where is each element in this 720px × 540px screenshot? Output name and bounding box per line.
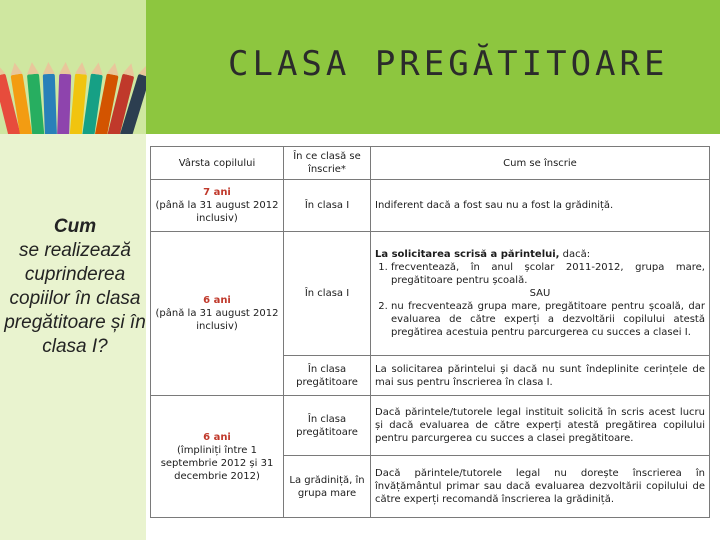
header-how: Cum se înscrie bbox=[371, 147, 710, 180]
side-question-bold: Cum bbox=[53, 216, 97, 237]
age-cell bbox=[151, 232, 284, 396]
class-cell: În clasa pregătitoare bbox=[284, 356, 371, 396]
table-row bbox=[151, 396, 710, 456]
enrollment-table bbox=[150, 146, 710, 518]
how-cell bbox=[371, 232, 710, 356]
colored-pencils-image bbox=[0, 0, 146, 134]
class-cell: În clasa I bbox=[284, 232, 371, 356]
class-cell: La grădiniță, în grupa mare bbox=[284, 456, 371, 518]
table-row bbox=[151, 180, 710, 232]
age-cell bbox=[151, 180, 284, 232]
conditions-list bbox=[375, 261, 705, 287]
how-lead: La solicitarea scrisă a părintelui, bbox=[375, 249, 560, 260]
age-number: 6 ani bbox=[203, 295, 231, 306]
header-class: În ce clasă se înscrie* bbox=[284, 147, 371, 180]
or-separator: SAU bbox=[529, 288, 551, 299]
how-cell: Dacă părintele/tutorele legal nu dorește înscrierea în învățământul primar sau dacă evaluarea dezvoltării copilului de către experți recomandă înscrierea la grădiniță. bbox=[371, 456, 710, 518]
conditions-list bbox=[375, 300, 705, 339]
side-question bbox=[4, 215, 146, 359]
side-question-text: se realizează cuprinderea copiilor în clasa pregătitoare și în clasa I? bbox=[4, 240, 146, 357]
age-number: 6 ani bbox=[203, 431, 231, 443]
how-cell: La solicitarea părintelui și dacă nu sunt îndeplinite cerințele de mai sus pentru înscrierea în clasa I. bbox=[371, 356, 710, 396]
class-cell: În clasa pregătitoare bbox=[284, 396, 371, 456]
how-tail: dacă: bbox=[559, 249, 591, 260]
slide-title: CLASA PREGĂTITOARE bbox=[228, 44, 669, 84]
table-header-row bbox=[151, 147, 710, 180]
age-note: (până la 31 august 2012 inclusiv) bbox=[155, 308, 279, 332]
how-cell: Dacă părintele/tutorele legal instituit solicită în scris acest lucru și dacă evaluarea de către experți atestă pregătirea copilului pentru parcurgerea cu succes a clasei pregătitoare. bbox=[371, 396, 710, 456]
age-number: 7 ani bbox=[203, 187, 231, 198]
list-item: 1. frecventează, în anul școlar 2011-2012, grupa mare, pregătitoare pentru școală. bbox=[391, 261, 705, 287]
age-note: (împliniți între 1 septembrie 2012 și 31 decembrie 2012) bbox=[160, 444, 274, 482]
how-cell: Indiferent dacă a fost sau nu a fost la grădiniță. bbox=[371, 180, 710, 232]
age-cell bbox=[151, 396, 284, 518]
header-age: Vârsta copilului bbox=[151, 147, 284, 180]
list-item: 2. nu frecventează grupa mare, pregătitoare pentru școală, dar evaluarea de către experți a dezvoltării copilului atestă pregătirea acestuia pentru parcurgerea cu succes a clasei I. bbox=[391, 300, 705, 339]
age-note: (până la 31 august 2012 inclusiv) bbox=[155, 200, 279, 224]
class-cell: În clasa I bbox=[284, 180, 371, 232]
table-row bbox=[151, 232, 710, 356]
